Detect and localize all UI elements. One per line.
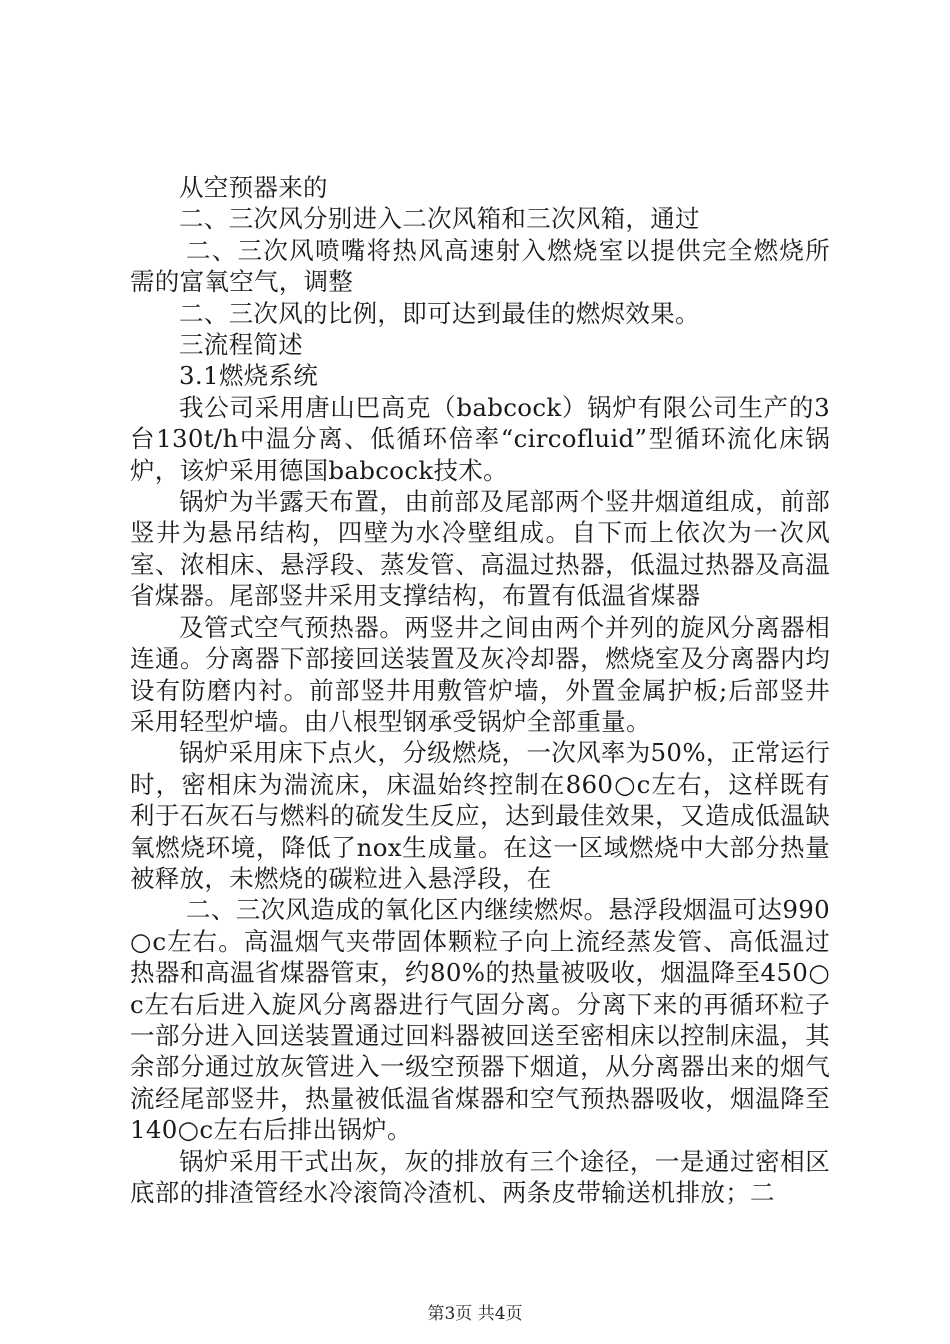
page-number-footer: 第3页 共4页 <box>427 1304 523 1324</box>
paragraph: 锅炉采用床下点火，分级燃烧，一次风率为50%，正常运行时，密相床为湍流床，床温始终控制在860○c左右，这样既有利于石灰石与燃料的硫发生反应，达到最佳效果，又造成低温缺氧燃烧环境，降低了nox生成量。在这一区域燃烧中大部分热量被释放，未燃烧的碳粒进入悬浮段，在 <box>130 738 830 893</box>
document-body <box>130 172 830 1208</box>
paragraph: 我公司采用唐山巴高克（babcock）锅炉有限公司生产的3台130t/h中温分离、低循环倍率“circofluid”型循环流化床锅炉，该炉采用德国babcock技术。 <box>130 392 830 485</box>
paragraph: 二、三次风造成的氧化区内继续燃烬。悬浮段烟温可达990○c左右。高温烟气夹带固体颗粒子向上流经蒸发管、高低温过热器和高温省煤器管束，约80%的热量被吸收，烟温降至450○c左右后进入旋风分离器进行气固分离。分离下来的再循环粒子一部分进入回送装置通过回料器被回送至密相床以控制床温，其余部分通过放灰管进入一级空预器下烟道，从分离器出来的烟气流经尾部竖井，热量被低温省煤器和空气预热器吸收，烟温降至140○c左右后排出锅炉。 <box>130 895 830 1145</box>
paragraph: 从空预器来的 <box>179 173 328 202</box>
paragraph: 二、三次风喷嘴将热风高速射入燃烧室以提供完全燃烧所需的富氧空气，调整 <box>130 235 830 297</box>
paragraph: 锅炉为半露天布置，由前部及尾部两个竖井烟道组成，前部竖井为悬吊结构，四壁为水冷壁组成。自下而上依次为一次风室、浓相床、悬浮段、蒸发管、高温过热器，低温过热器及高温省煤器。尾部竖井采用支撑结构，布置有低温省煤器 <box>130 487 830 611</box>
section-heading: 三流程简述 <box>179 330 303 360</box>
subsection-heading: 3.1燃烧系统 <box>179 361 319 391</box>
paragraph: 二、三次风的比例，即可达到最佳的燃烬效果。 <box>179 298 700 328</box>
paragraph: 及管式空气预热器。两竖井之间由两个并列的旋风分离器相连通。分离器下部接回送装置及灰冷却器，燃烧室及分离器内均设有防磨内衬。前部竖井用敷管炉墙，外置金属护板;后部竖井采用轻型炉墙。由八根型钢承受锅炉全部重量。 <box>130 612 830 736</box>
paragraph: 二、三次风分别进入二次风箱和三次风箱，通过 <box>179 204 700 234</box>
paragraph: 锅炉采用干式出灰，灰的排放有三个途径，一是通过密相区底部的排渣管经水冷滚筒冷渣机、两条皮带输送机排放；二 <box>130 1146 830 1207</box>
